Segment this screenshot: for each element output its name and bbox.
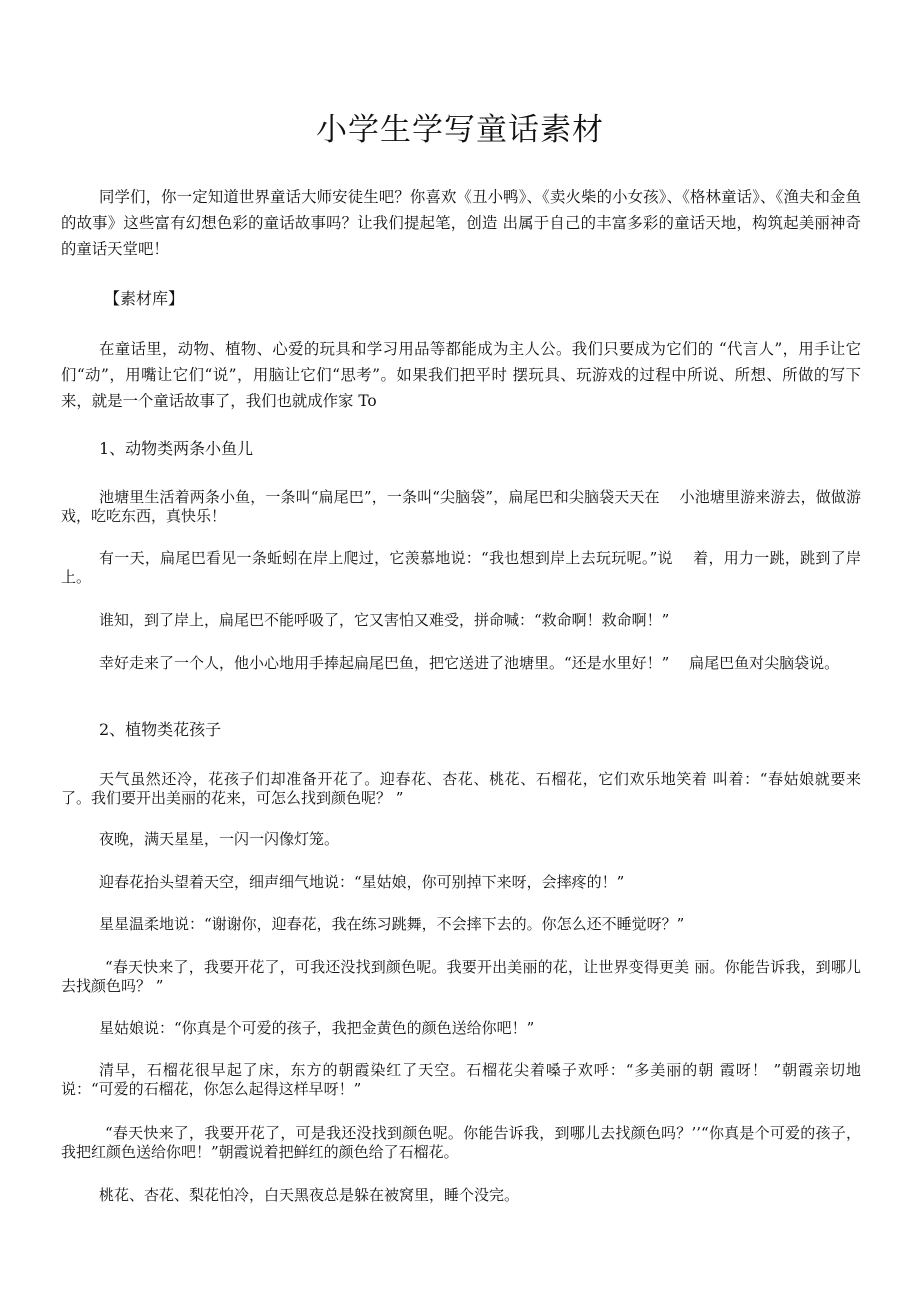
overview-paragraph: 在童话里，动物、植物、心爱的玩具和学习用品等都能成为主人公。我们只要成为它们的 “代言人”，用手让它们“动”，用嘴让它们“说”，用脑让它们“思考”。如果我们把平时 摆玩具、玩游戏的过程中所说、所想、所做的写下来，就是一个童话故事了，我们也就成作家 To	[61, 340, 861, 410]
material-tag: 【素材库】	[104, 289, 185, 308]
section2-paragraph: 迎春花抬头望着天空，细声细气地说：“星姑娘，你可别掉下来呀，会摔疼的！”	[99, 873, 625, 891]
section1-paragraph: 有一天，扁尾巴看见一条蚯蚓在岸上爬过，它羡慕地说：“我也想到岸上去玩玩呢。”说 着，用力一跳，跳到了岸上。	[61, 549, 861, 586]
section1-paragraph: 池塘里生活着两条小鱼，一条叫“扁尾巴”，一条叫“尖脑袋”，扁尾巴和尖脑袋天天在 小池塘里游来游去，做做游戏，吃吃东西，真快乐！	[61, 488, 861, 525]
intro-paragraph: 同学们，你一定知道世界童话大师安徒生吧？你喜欢《丑小鸭》、《卖火柴的小女孩》、《格林童话》、《渔夫和金鱼的故事》这些富有幻想色彩的童话故事吗？让我们提起笔，创造 出属于自己的丰富多彩的童话天地，构筑起美丽神奇的童话天堂吧！	[61, 188, 861, 258]
section2-paragraph: “春天快来了，我要开花了，可是我还没找到颜色呢。你能告诉我，到哪儿去找颜色吗？’’“你真是个可爱的孩子，我把红颜色送给你吧！”朝霞说着把鲜红的颜色给了石榴花。	[61, 1124, 861, 1161]
section2-paragraph: “春天快来了，我要开花了，可我还没找到颜色呢。我要开出美丽的花，让世界变得更美 丽。你能告诉我，到哪儿去找颜色吗？ ”	[61, 958, 861, 995]
section2-paragraph: 星星温柔地说：“谢谢你，迎春花，我在练习跳舞，不会摔下去的。你怎么还不睡觉呀？”	[99, 915, 685, 933]
section1-paragraph: 谁知，到了岸上，扁尾巴不能呼吸了，它又害怕又难受，拼命喊：“救命啊！救命啊！”	[99, 611, 670, 629]
section2-paragraph: 夜晚，满天星星，一闪一闪像灯笼。	[99, 830, 340, 848]
section2-heading: 2、植物类花孩子	[99, 720, 222, 739]
document-title: 小学生学写童话素材	[316, 112, 604, 148]
section1-heading: 1、动物类两条小鱼儿	[99, 439, 254, 458]
section2-paragraph: 桃花、杏花、梨花怕冷，白天黑夜总是躲在被窝里，睡个没完。	[99, 1186, 520, 1204]
section2-paragraph: 清早，石榴花很早起了床，东方的朝霞染红了天空。石榴花尖着嗓子欢呼：“多美丽的朝 霞呀！ ”朝霞亲切地说：“可爱的石榴花，你怎么起得这样早呀！”	[61, 1061, 861, 1098]
section2-paragraph: 星姑娘说：“你真是个可爱的孩子，我把金黄色的颜色送给你吧！”	[99, 1019, 535, 1037]
section2-paragraph: 天气虽然还冷，花孩子们却准备开花了。迎春花、杏花、桃花、石榴花，它们欢乐地笑着 叫着：“春姑娘就要来了。我们要开出美丽的花来，可怎么找到颜色呢？ ”	[61, 770, 861, 807]
section1-paragraph: 幸好走来了一个人，他小心地用手捧起扁尾巴鱼，把它送进了池塘里。“还是水里好！” 扁尾巴鱼对尖脑袋说。	[99, 654, 840, 672]
